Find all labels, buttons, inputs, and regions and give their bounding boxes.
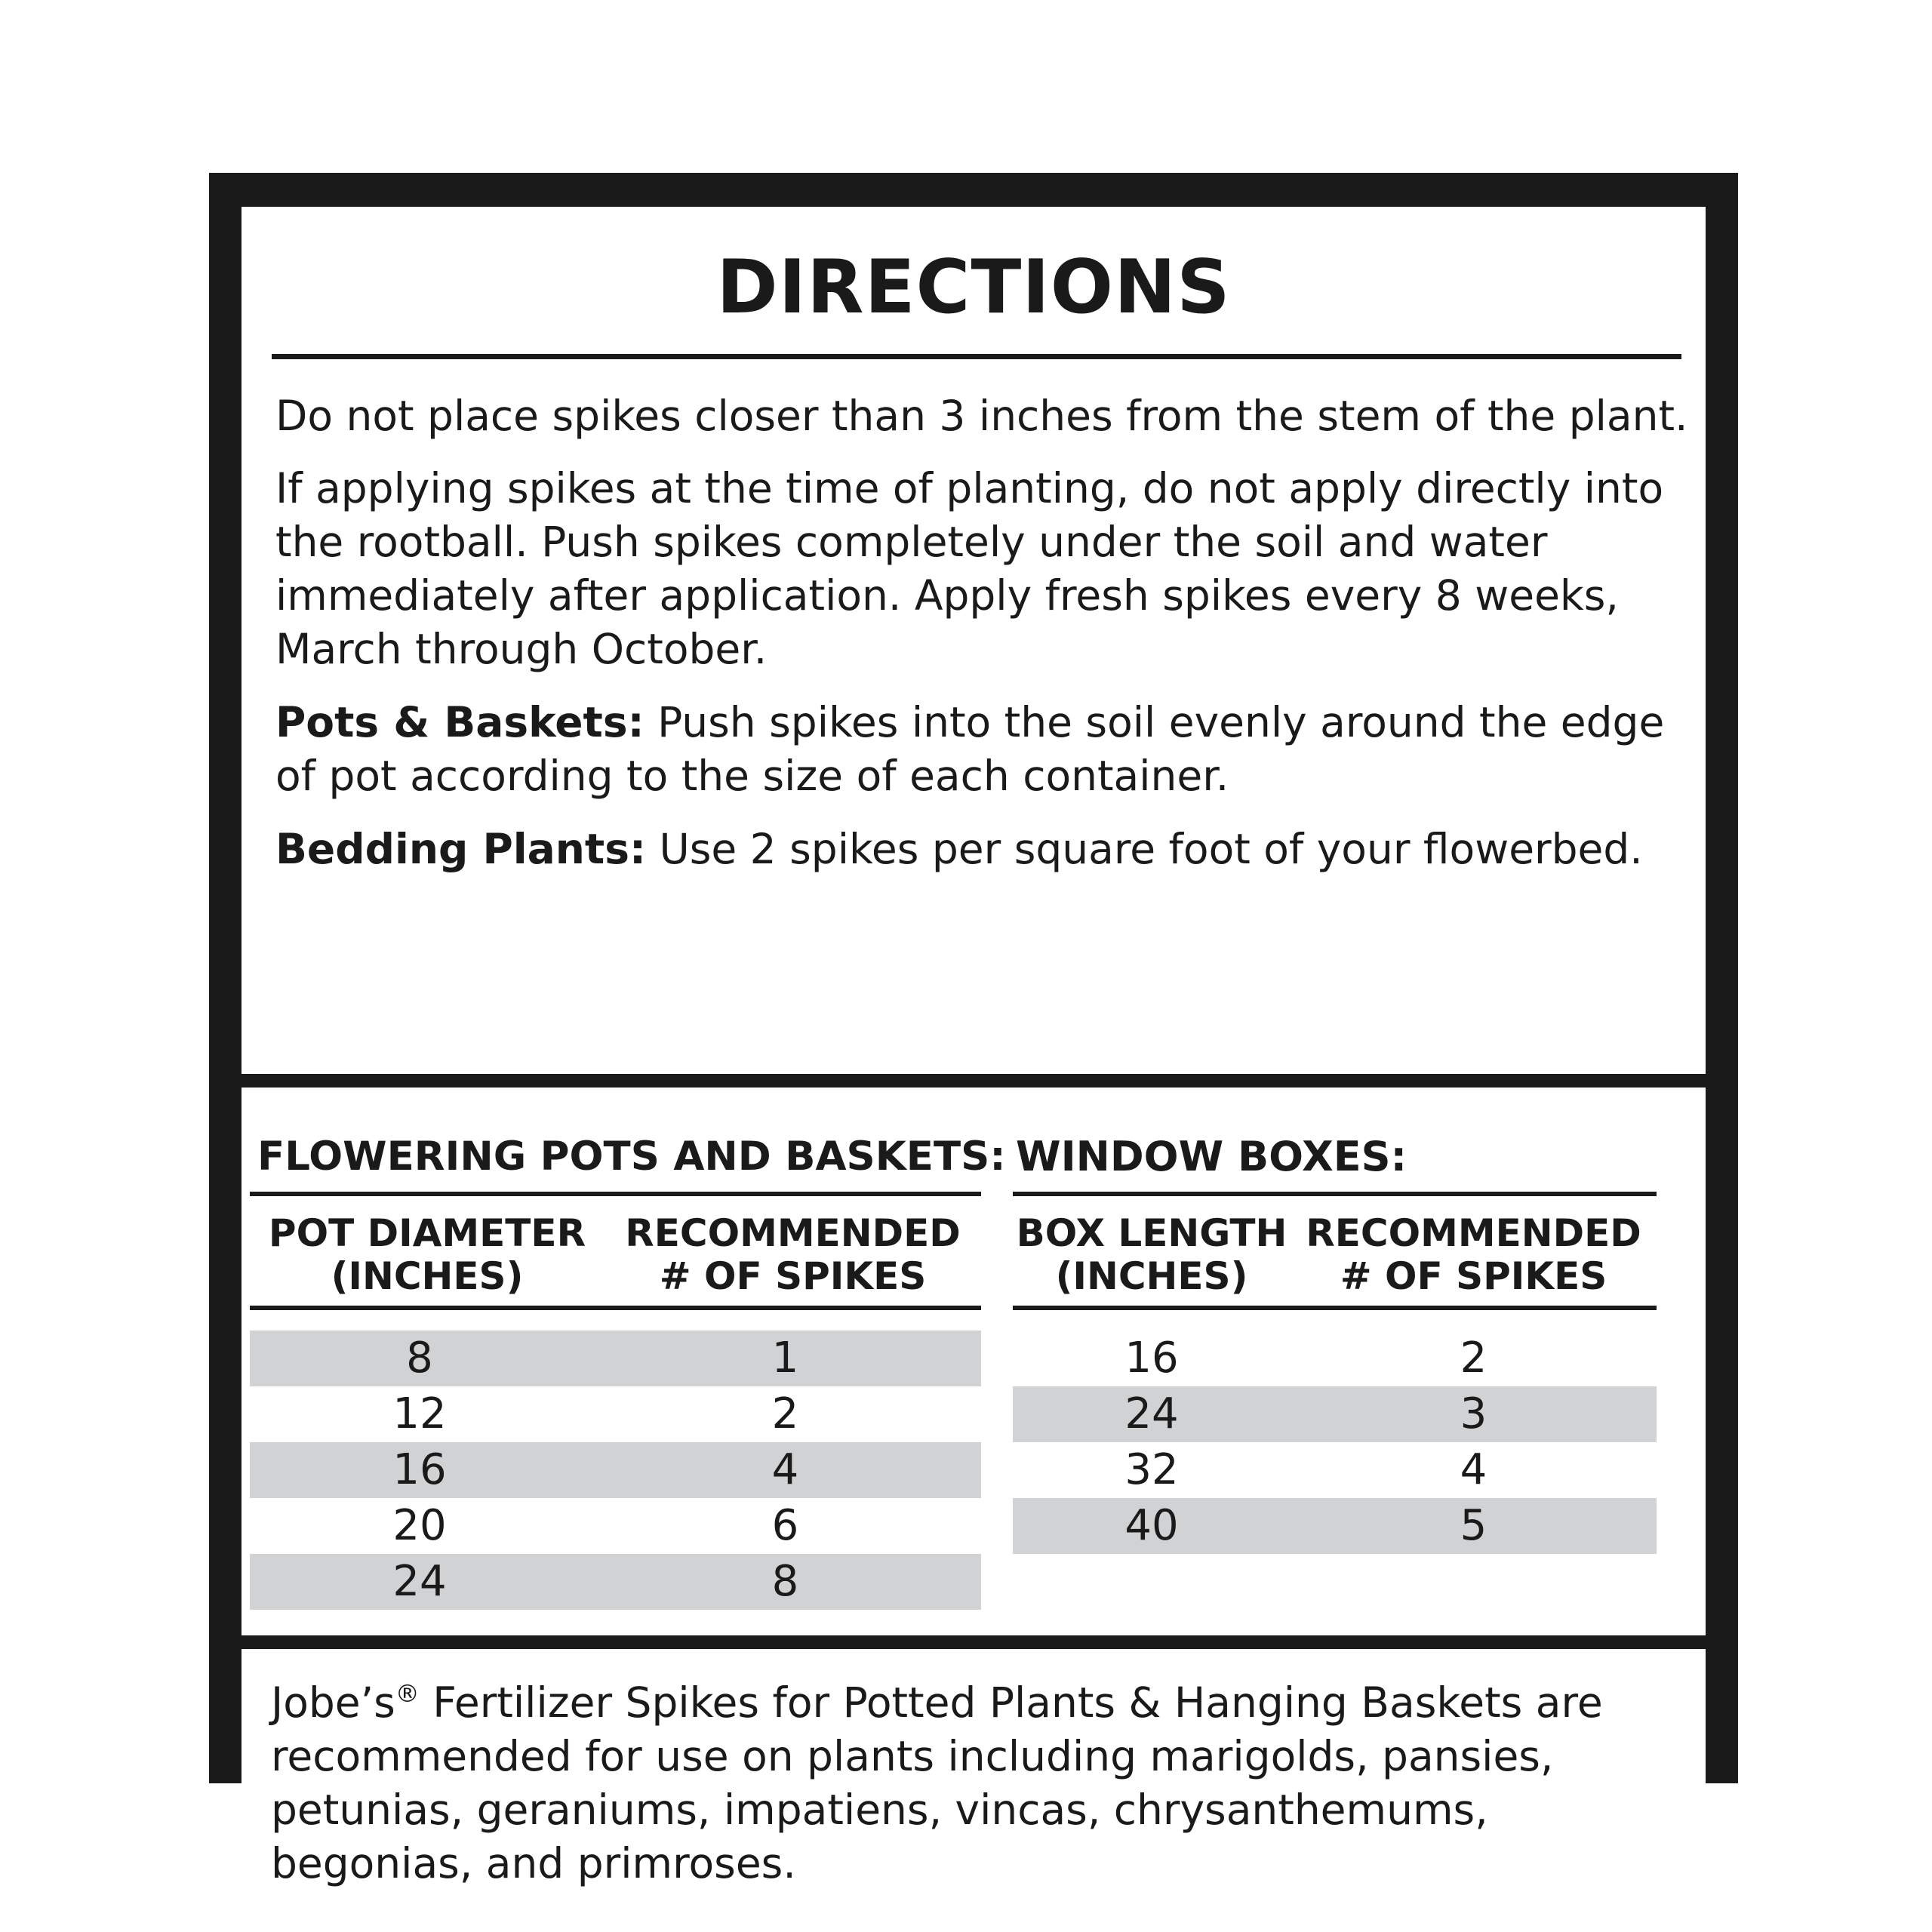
registered-mark: ® <box>395 1679 420 1708</box>
directions-label <box>209 173 1738 1887</box>
product-info-panel <box>242 1649 1706 1924</box>
spike-count-cell: 1 <box>771 1334 799 1383</box>
direction-paragraph-spacing <box>275 389 1694 443</box>
table-row <box>250 1331 981 1386</box>
pot-diameter-cell: 12 <box>392 1389 447 1438</box>
product-info-text <box>271 1676 1690 1890</box>
direction-paragraph-bedding <box>275 823 1694 876</box>
pots-spikes-header: RECOMMENDED # OF SPIKES <box>625 1211 961 1298</box>
spike-count-cell: 2 <box>1460 1334 1487 1383</box>
pots-table-heading: FLOWERING POTS AND BASKETS: <box>257 1134 1006 1180</box>
direction-paragraph-application <box>275 462 1694 676</box>
box-length-header: BOX LENGTH (INCHES) <box>1016 1211 1287 1298</box>
pot-diameter-cell: 24 <box>392 1557 447 1606</box>
pot-diameter-cell: 16 <box>392 1445 447 1494</box>
spike-count-cell: 3 <box>1460 1389 1487 1438</box>
spike-count-cell: 4 <box>1460 1445 1487 1494</box>
table-row <box>250 1442 981 1498</box>
table-row <box>1013 1498 1657 1554</box>
pots-baskets-text: Push spikes into the soil evenly around the edge of pot according to the size of each container. <box>275 698 1665 800</box>
boxes-table-top-rule <box>1013 1192 1657 1196</box>
spike-count-cell: 8 <box>771 1557 799 1606</box>
direction-paragraph-pots <box>275 696 1694 803</box>
boxes-spikes-header: RECOMMENDED # OF SPIKES <box>1306 1211 1641 1298</box>
pots-baskets-label: Pots & Baskets: <box>275 698 645 746</box>
spike-count-cell: 2 <box>771 1389 799 1438</box>
table-row <box>250 1498 981 1554</box>
spike-tables-panel <box>242 1088 1706 1635</box>
pot-diameter-cell: 20 <box>392 1501 447 1550</box>
bedding-plants-label: Bedding Plants: <box>275 825 646 873</box>
table-row <box>1013 1331 1657 1386</box>
pots-table-rows <box>250 1331 981 1610</box>
spike-count-cell: 5 <box>1460 1501 1487 1550</box>
title-divider <box>272 354 1681 359</box>
product-recommendation: Fertilizer Spikes for Potted Plants & Hanging Baskets are recommended for use on plants including marigolds, pansies, petunias, geraniums, impatiens, vincas, chrysanthemums, begonias, and primroses. <box>271 1678 1603 1887</box>
window-boxes-heading: WINDOW BOXES: <box>1016 1133 1407 1180</box>
direction-text-application: If applying spikes at the time of planting, do not apply directly into the rootball. Push spikes completely under the soil and water immediately after application. Apply fresh spikes every 8 weeks, March through October. <box>275 464 1664 673</box>
bedding-plants-text: Use 2 spikes per square foot of your flowerbed. <box>659 825 1643 873</box>
pots-table-top-rule <box>250 1192 981 1196</box>
table-row <box>250 1386 981 1442</box>
table-row <box>1013 1442 1657 1498</box>
directions-panel <box>242 207 1706 1074</box>
table-row <box>1013 1386 1657 1442</box>
pot-diameter-cell: 8 <box>406 1334 433 1383</box>
box-length-cell: 24 <box>1124 1389 1179 1438</box>
box-length-cell: 32 <box>1124 1445 1179 1494</box>
boxes-table-rows <box>1013 1331 1657 1554</box>
pots-table-header-rule <box>250 1306 981 1310</box>
boxes-table-header-rule <box>1013 1306 1657 1310</box>
brand-name: Jobe’s <box>271 1678 395 1727</box>
directions-title: DIRECTIONS <box>716 245 1231 331</box>
box-length-cell: 16 <box>1124 1334 1179 1383</box>
table-row <box>250 1554 981 1610</box>
direction-text-spacing: Do not place spikes closer than 3 inches from the stem of the plant. <box>275 392 1688 440</box>
box-length-cell: 40 <box>1124 1501 1179 1550</box>
pot-diameter-header: POT DIAMETER (INCHES) <box>268 1211 586 1298</box>
spike-count-cell: 4 <box>771 1445 799 1494</box>
spike-count-cell: 6 <box>771 1501 799 1550</box>
